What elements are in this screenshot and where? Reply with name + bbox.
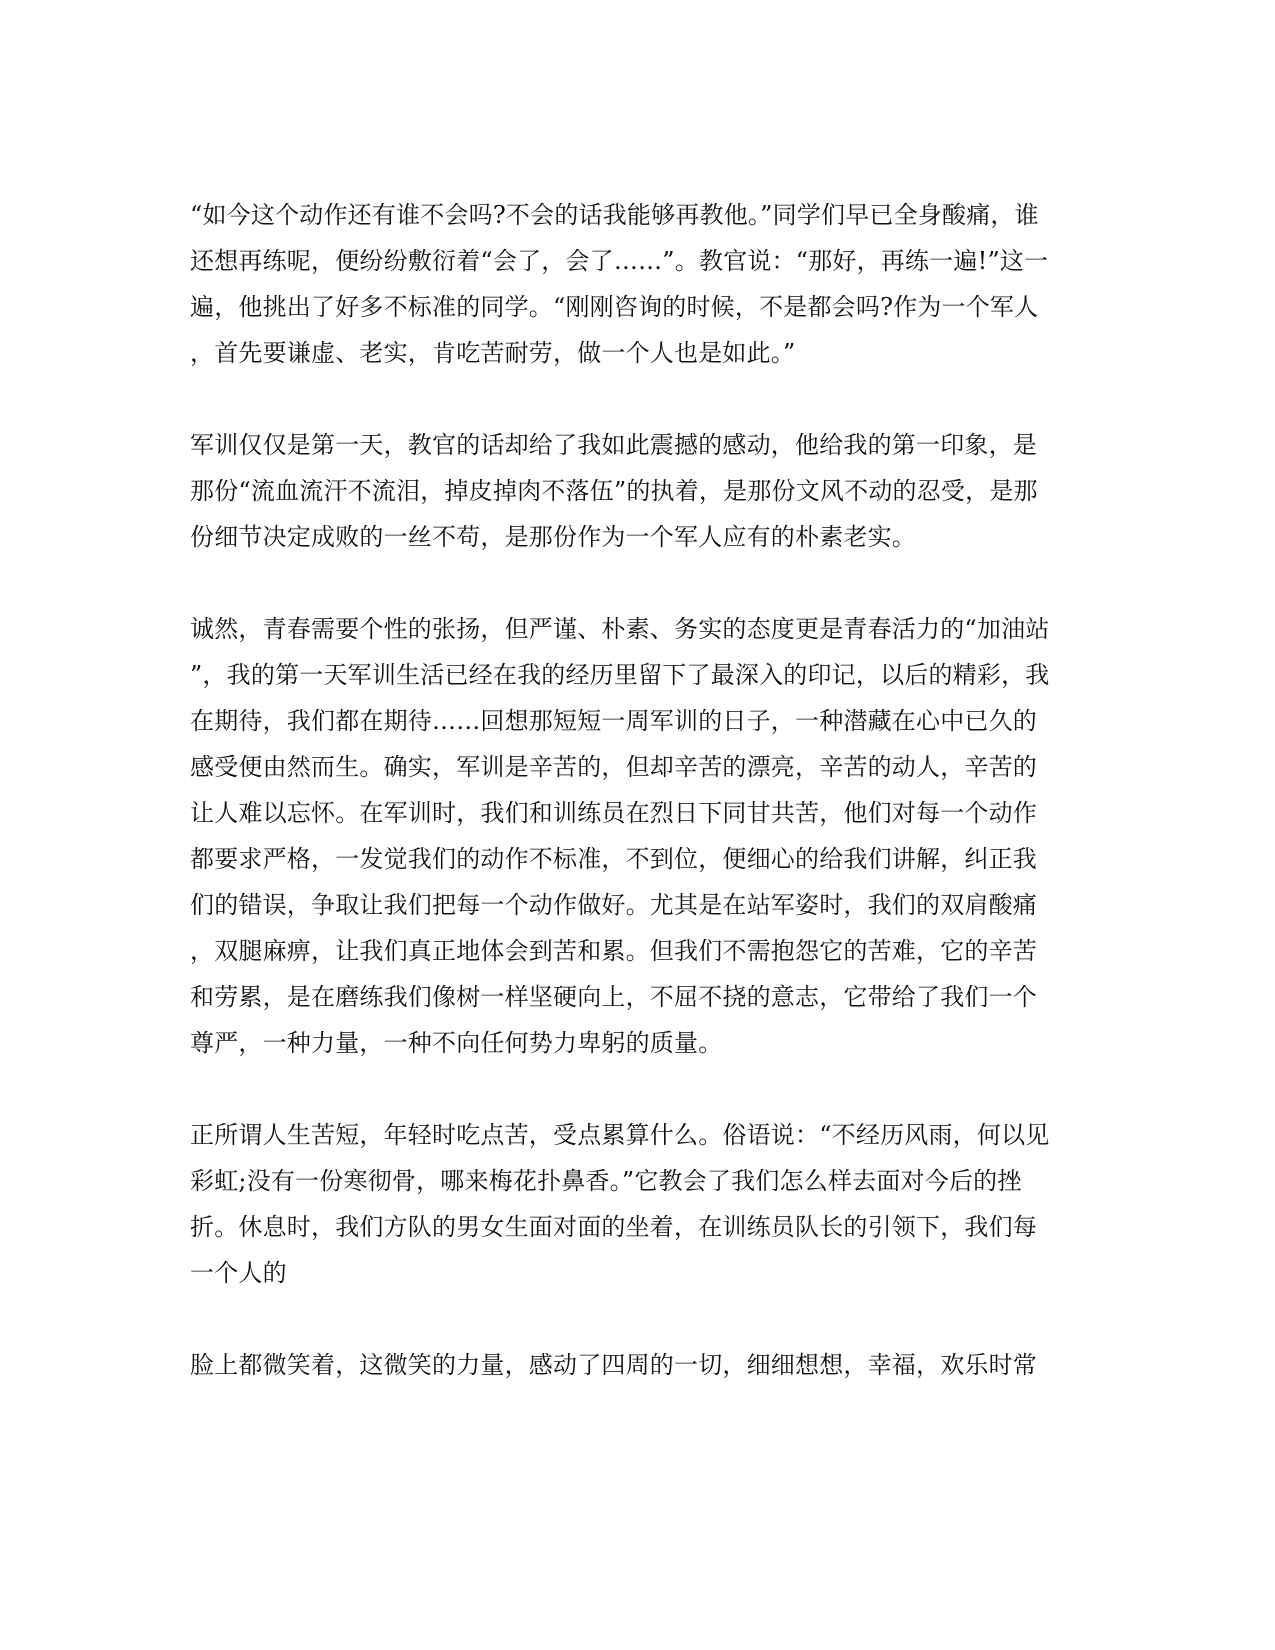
text-line: 诚然，青春需要个性的张扬，但严谨、朴素、务实的态度更是青春活力的“加油站: [190, 615, 1050, 643]
text-line: 军训仅仅是第一天，教官的话却给了我如此震撼的感动，他给我的第一印象，是: [190, 431, 1037, 459]
text-line: 脸上都微笑着，这微笑的力量，感动了四周的一切，细细想想，幸福，欢乐时常: [190, 1351, 1037, 1379]
text-line: 正所谓人生苦短，年轻时吃点苦，受点累算什么。俗语说：“不经历风雨，何以见: [190, 1121, 1050, 1149]
text-line: ，首先要谦虚、老实，肯吃苦耐劳，做一个人也是如此。”: [190, 339, 796, 367]
text-line: “如今这个动作还有谁不会吗?不会的话我能够再教他。”同学们早已全身酸痛，谁: [190, 201, 1039, 229]
text-line: 一个人的: [190, 1259, 287, 1287]
text-line: 份细节决定成败的一丝不苟，是那份作为一个军人应有的朴素老实。: [190, 523, 916, 551]
text-line: 尊严，一种力量，一种不向任何势力卑躬的质量。: [190, 1029, 723, 1057]
text-line: 折。休息时，我们方队的男女生面对面的坐着，在训练员队长的引领下，我们每: [190, 1213, 1037, 1241]
text-line: ”，我的第一天军训生活已经在我的经历里留下了最深入的印记，以后的精彩，我: [190, 661, 1050, 689]
text-line: 那份“流血流汗不流泪，掉皮掉肉不落伍”的执着，是那份文风不动的忍受，是那: [190, 477, 1038, 505]
text-line: 还想再练呢，便纷纷敷衍着“会了，会了……”。教官说：“那好，再练一遍!”这一: [190, 247, 1049, 275]
text-line: 让人难以忘怀。在军训时，我们和训练员在烈日下同甘共苦，他们对每一个动作: [190, 799, 1037, 827]
text-line: 在期待，我们都在期待……回想那短短一周军训的日子，一种潜藏在心中已久的: [190, 707, 1037, 735]
text-line: ，双腿麻痹，让我们真正地体会到苦和累。但我们不需抱怨它的苦难，它的辛苦: [190, 937, 1037, 965]
text-line: 彩虹;没有一份寒彻骨，哪来梅花扑鼻香。”它教会了我们怎么样去面对今后的挫: [190, 1167, 1022, 1195]
text-line: 感受便由然而生。确实，军训是辛苦的，但却辛苦的漂亮，辛苦的动人，辛苦的: [190, 753, 1037, 781]
text-line: 都要求严格，一发觉我们的动作不标准，不到位，便细心的给我们讲解，纠正我: [190, 845, 1037, 873]
text-line: 遍，他挑出了好多不标准的同学。“刚刚咨询的时候，不是都会吗?作为一个军人: [190, 293, 1039, 321]
text-line: 们的错误，争取让我们把每一个动作做好。尤其是在站军姿时，我们的双肩酸痛: [190, 891, 1037, 919]
text-line: 和劳累，是在磨练我们像树一样坚硬向上，不屈不挠的意志，它带给了我们一个: [190, 983, 1037, 1011]
